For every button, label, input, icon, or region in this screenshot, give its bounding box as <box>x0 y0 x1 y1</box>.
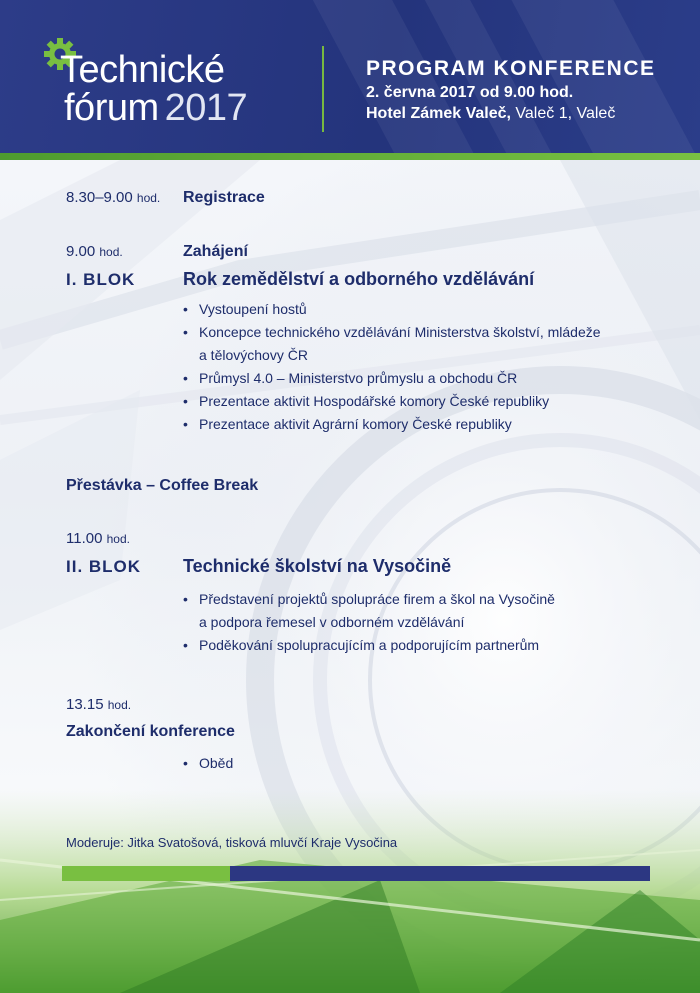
header-divider <box>322 46 324 132</box>
list-item-line: Představení projektů spolupráce firem a škol na Vysočině <box>199 591 555 607</box>
time-value: 13.15 <box>66 696 104 713</box>
footer-bar-blue <box>230 866 650 881</box>
zahajeni-time <box>66 243 123 260</box>
blok2-time <box>66 530 130 547</box>
registrace-time <box>66 189 160 206</box>
time-unit: hod. <box>107 698 132 712</box>
registrace-label: Registrace <box>183 189 265 206</box>
blok1-label: I. BLOK <box>66 270 136 289</box>
list-item: • Prezentace aktivit Hospodářské komory České republiky <box>183 390 601 413</box>
list-item-line: Koncepce technického vzdělávání Ministerstva školství, mládeže <box>199 324 601 340</box>
list-item: • Oběd <box>183 752 233 775</box>
footer-bar-green <box>62 866 230 881</box>
time-unit: hod. <box>136 191 161 205</box>
blok1-title: Rok zemědělství a odborného vzdělávání <box>183 269 535 289</box>
list-item-line: a podpora řemesel v odborném vzdělávání <box>199 614 465 630</box>
logo-year: 2017 <box>164 87 248 129</box>
list-item: • Vystoupení hostů <box>183 298 601 321</box>
conference-venue <box>366 105 615 123</box>
list-item-line: a tělovýchovy ČR <box>199 347 308 363</box>
blok2-title: Technické školství na Vysočině <box>183 556 452 576</box>
time-value: 11.00 <box>66 530 103 547</box>
header <box>0 0 700 153</box>
venue-name: Hotel Zámek Valeč, <box>366 105 511 122</box>
blok1-items <box>183 298 601 436</box>
prestavka-label: Přestávka – Coffee Break <box>66 477 259 494</box>
zahajeni-label: Zahájení <box>183 243 248 260</box>
time-unit: hod. <box>106 532 130 546</box>
header-green-band <box>0 153 700 160</box>
venue-address: Valeč 1, Valeč <box>510 105 616 122</box>
blok2-items <box>183 588 555 657</box>
list-item: • Průmysl 4.0 – Ministerstvo průmyslu a obchodu ČR <box>183 367 601 390</box>
zakonceni-time <box>66 696 131 713</box>
conference-date: 2. června 2017 od 9.00 hod. <box>366 84 574 101</box>
moderator-note: Moderuje: Jitka Svatošová, tisková mluvčí Kraje Vysočina <box>66 835 398 850</box>
list-item <box>183 321 601 367</box>
logo-line-1: Technické <box>60 49 225 91</box>
time-value: 8.30–9.00 <box>66 189 133 206</box>
logo-word: fórum <box>64 87 159 129</box>
list-item <box>183 588 555 634</box>
blok2-label: II. BLOK <box>66 557 142 576</box>
logo-line-2 <box>64 88 247 128</box>
zakonceni-label: Zakončení konference <box>66 723 235 740</box>
list-item: • Poděkování spolupracujícím a podporujícím partnerům <box>183 634 555 657</box>
list-item: • Prezentace aktivit Agrární komory České republiky <box>183 413 601 436</box>
program-title: PROGRAM KONFERENCE <box>366 57 656 80</box>
time-unit: hod. <box>99 245 123 259</box>
zakonceni-items <box>183 752 233 775</box>
time-value: 9.00 <box>66 243 96 260</box>
